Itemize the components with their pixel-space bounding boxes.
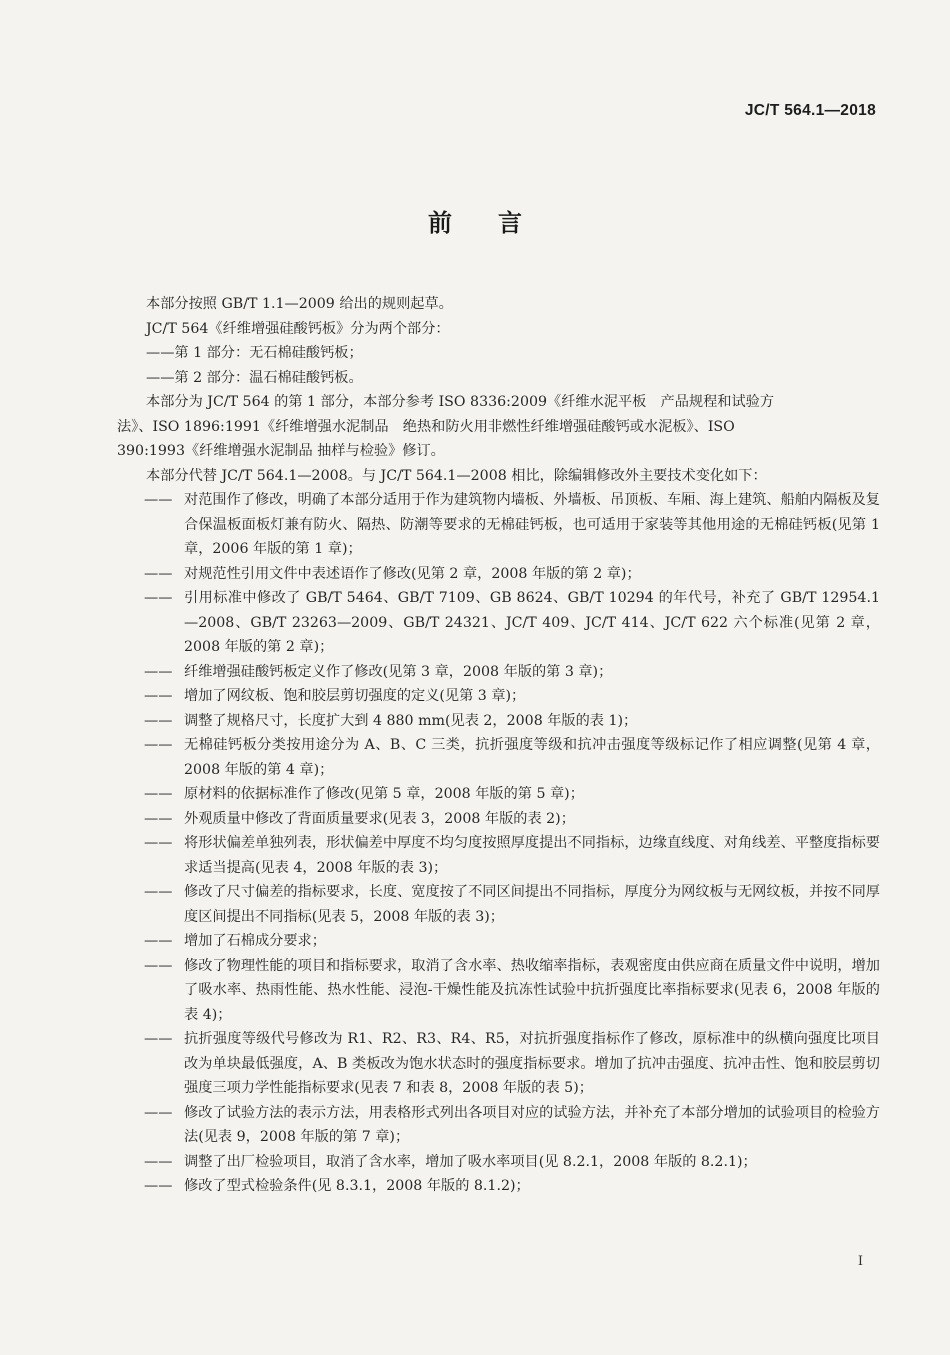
foreword-body [117, 292, 880, 1199]
list-item-dash: —— [144, 492, 173, 508]
list-item-dash: —— [144, 1178, 173, 1194]
list-item-text: 引用标准中修改了 GB/T 5464、GB/T 7109、GB 8624、GB/T 10294 的年代号，补充了 GB/T 12954.1—2008、GB/T 23263—2009、GB/T 24321、JC/T 409、JC/T 414、JC/T 622 六个标准(见第 2 章，2008 年版的第 2 章)； [184, 590, 880, 655]
list-item [146, 488, 880, 562]
list-item-dash: —— [144, 786, 173, 802]
list-item [146, 880, 880, 929]
list-item [146, 684, 880, 709]
list-item-dash: —— [144, 712, 173, 729]
paragraph-references-line-3: 390:1993《纤维增强水泥制品 抽样与检验》修订。 [117, 443, 445, 459]
list-item-text: 对规范性引用文件中表述语作了修改(见第 2 章，2008 年版的第 2 章)； [184, 565, 641, 582]
list-item-text: 纤维增强硅酸钙板定义作了修改(见第 3 章，2008 年版的第 3 章)； [184, 663, 613, 680]
list-item-text: 增加了网纹板、饱和胶层剪切强度的定义(见第 3 章)； [184, 688, 526, 704]
list-item-dash: —— [144, 663, 173, 680]
list-item [146, 929, 880, 954]
standard-code: JC/T 564.1—2018 [744, 102, 876, 119]
list-item-text: 修改了型式检验条件(见 8.3.1，2008 年版的 8.1.2)； [184, 1178, 530, 1194]
list-item-dash: —— [144, 590, 173, 606]
paragraph-references-line-1: 本部分为 JC/T 564 的第 1 部分，本部分参考 ISO 8336:2009《纤维水泥平板 产品规程和试验方 [146, 394, 775, 410]
paragraph-drafting-rules: 本部分按照 GB/T 1.1—2009 给出的规则起草。 [146, 296, 453, 312]
list-item-dash: —— [144, 688, 173, 704]
list-item-text: 无棉硅钙板分类按用途分为 A、B、C 三类，抗折强度等级和抗冲击强度等级标记作了相应调整(见第 4 章，2008 年版的第 4 章)； [184, 737, 880, 778]
list-item [146, 807, 880, 832]
list-item-text: 对范围作了修改，明确了本部分适用于作为建筑物内墙板、外墙板、吊顶板、车厢、海上建筑、船舶内隔板及复合保温板面板灯兼有防火、隔热、防潮等要求的无棉硅钙板，也可适用于家装等其他用途的无棉硅钙板(见第 1 章，2006 年版的第 1 章)； [184, 492, 880, 557]
list-item-text: 修改了试验方法的表示方法，用表格形式列出各项目对应的试验方法，并补充了本部分增加的试验项目的检验方法(见表 9，2008 年版的第 7 章)； [184, 1104, 880, 1145]
changes-list [146, 488, 880, 1199]
list-item-text: 调整了规格尺寸，长度扩大到 4 880 mm(见表 2，2008 年版的表 1)； [184, 712, 638, 729]
list-item [146, 782, 880, 807]
list-item [146, 831, 880, 880]
list-item-dash: —— [144, 1031, 173, 1047]
list-item [146, 1174, 880, 1199]
paragraph-references-line-2: 法》、ISO 1896:1991《纤维增强水泥制品 绝热和防火用非燃性纤维增强硅酸钙或水泥板》、ISO [117, 418, 735, 435]
paragraph-part-2: ——第 2 部分：温石棉硅酸钙板。 [146, 369, 363, 386]
list-item [146, 733, 880, 782]
list-item-text: 将形状偏差单独列表，形状偏差中厚度不均匀度按照厚度提出不同指标，边缘直线度、对角线差、平整度指标要求适当提高(见表 4，2008 年版的表 3)； [184, 835, 880, 876]
list-item-dash: —— [144, 565, 173, 582]
list-item-dash: —— [144, 957, 173, 974]
list-item [146, 1150, 880, 1175]
title-char-left: 前 [428, 208, 452, 237]
list-item [146, 1027, 880, 1101]
list-item-dash: —— [144, 1153, 173, 1170]
list-item-text: 外观质量中修改了背面质量要求(见表 3，2008 年版的表 2)； [184, 810, 575, 827]
list-item [146, 660, 880, 685]
list-item-dash: —— [144, 1104, 173, 1121]
list-item-text: 修改了尺寸偏差的指标要求，长度、宽度按了不同区间提出不同指标，厚度分为网纹板与无网纹板，并按不同厚度区间提出不同指标(见表 5，2008 年版的表 3)； [184, 884, 880, 925]
list-item-dash: —— [144, 884, 173, 900]
list-item-text: 调整了出厂检验项目，取消了含水率，增加了吸水率项目(见 8.2.1，2008 年版的 8.2.1)； [184, 1153, 757, 1170]
paragraph-part-1: ——第 1 部分：无石棉硅酸钙板； [146, 345, 363, 361]
paragraph-parts-intro: JC/T 564《纤维增强硅酸钙板》分为两个部分： [146, 320, 450, 337]
list-item-text: 修改了物理性能的项目和指标要求，取消了含水率、热收缩率指标，表观密度由供应商在质量文件中说明，增加了吸水率、热雨性能、热水性能、浸泡-干燥性能及抗冻性试验中抗折强度比率指标要求(见表 6，2008 年版的表 4)； [184, 957, 880, 1023]
list-item [146, 562, 880, 587]
list-item [146, 954, 880, 1028]
page-title [0, 203, 950, 238]
paragraph-replaces: 本部分代替 JC/T 564.1—2008。与 JC/T 564.1—2008 相比，除编辑修改外主要技术变化如下： [146, 467, 767, 484]
list-item-text: 增加了石棉成分要求； [184, 933, 326, 949]
list-item [146, 1101, 880, 1150]
list-item-text: 抗折强度等级代号修改为 R1、R2、R3、R4、R5，对抗折强度指标作了修改，原标准中的纵横向强度比项目改为单块最低强度，A、B 类板改为饱水状态时的强度指标要求。增加了抗冲击强度、抗冲击性、饱和胶层剪切强度三项力学性能指标要求(见表 7 和表 8，2008 年版的表 5)； [184, 1031, 880, 1096]
list-item-dash: —— [144, 810, 173, 827]
page-number: I [857, 1254, 863, 1269]
list-item-dash: —— [144, 933, 173, 949]
list-item-dash: —— [144, 737, 173, 753]
title-char-right: 言 [498, 208, 522, 237]
list-item-text: 原材料的依据标准作了修改(见第 5 章，2008 年版的第 5 章)； [184, 786, 584, 802]
list-item-dash: —— [144, 835, 173, 851]
list-item [146, 586, 880, 660]
list-item [146, 709, 880, 734]
